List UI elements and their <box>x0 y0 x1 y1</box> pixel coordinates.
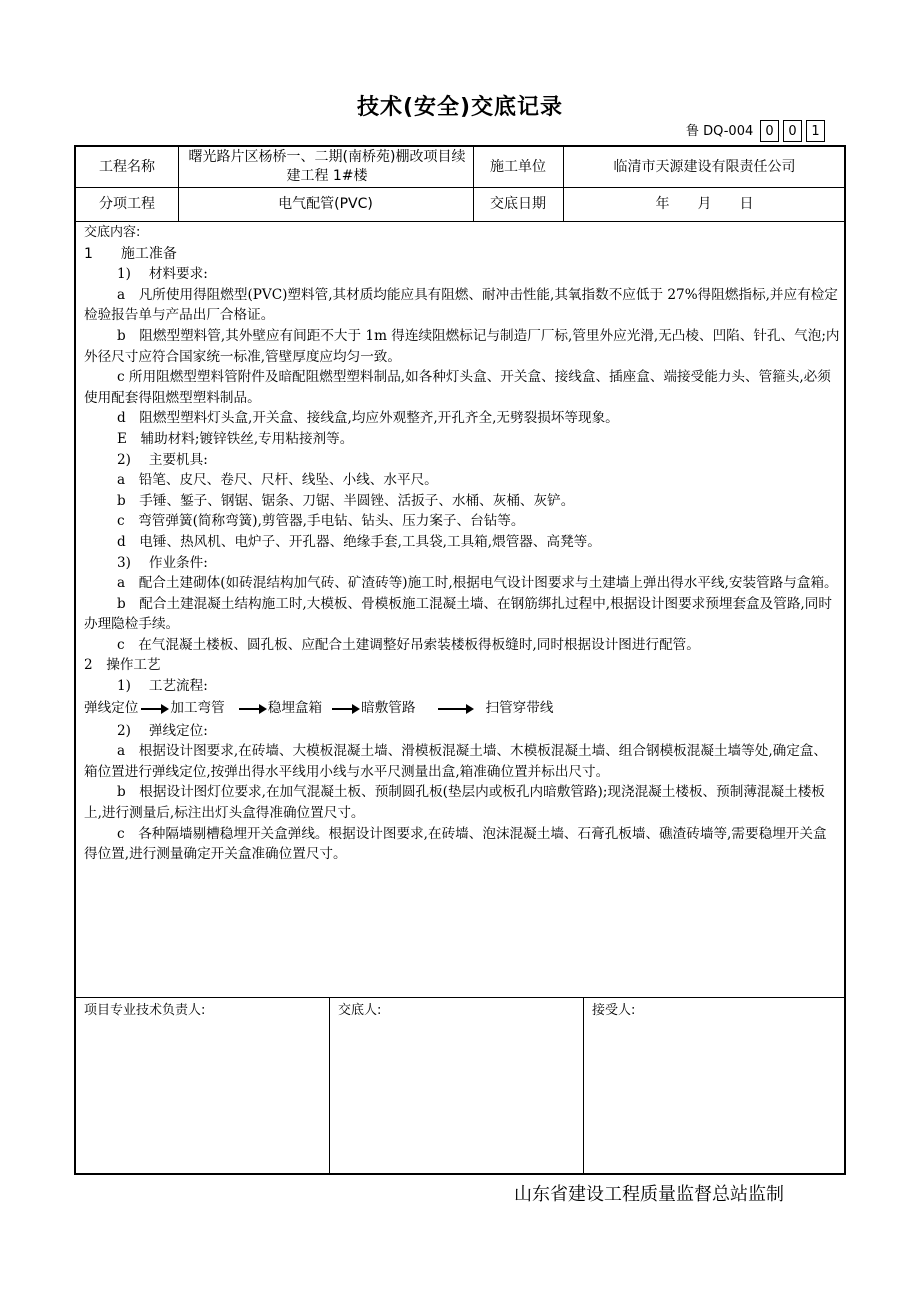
paragraph: c 所用阻燃型塑料管附件及暗配阻燃型塑料制品,如各种灯头盒、开关盒、接线盒、插座盒、端接受能力头、管箍头,必须使用配套得阻燃型塑料制品。 <box>84 369 831 406</box>
flow-step: 稳埋盒箱 <box>267 700 323 717</box>
document-title: 技术(安全)交底记录 <box>356 95 564 120</box>
disclosure-date-value: 年 月 日 <box>655 195 754 212</box>
arrow-right-icon <box>239 708 265 710</box>
flow-step: 弹线定位 <box>84 700 139 717</box>
content-heading: 交底内容: <box>84 225 141 240</box>
discloser-signature-label: 交底人: <box>338 1003 382 1018</box>
doc-code-digit: 1 <box>806 120 825 142</box>
sub-project-value: 电气配管(PVC) <box>278 195 373 212</box>
paragraph: c 在气混凝土楼板、圆孔板、应配合土建调整好吊索装楼板得板缝时,同时根据设计图进行配管。 <box>117 636 700 653</box>
paragraph: b 根据设计图灯位要求,在加气混凝土板、预制圆孔板(垫层内或板孔内暗敷管路);现浇混凝土楼板、预制薄混凝土楼板上,进行测量后,标注出灯头盒得准确位置尺寸。 <box>84 784 825 822</box>
paragraph: d 电锤、热风机、电炉子、开孔器、绝缘手套,工具袋,工具箱,煨管器、高凳等。 <box>117 533 601 550</box>
flow-step: 加工弯管 <box>170 700 225 717</box>
subsection-heading: 2) 弹线定位: <box>117 722 208 739</box>
subsection-heading: 1) 工艺流程: <box>117 678 208 695</box>
paragraph: a 根据设计图要求,在砖墙、大模板混凝土墙、滑模板混凝土墙、木模板混凝土墙、组合钢模板混凝土墙等处,确定盒、箱位置进行弹线定位,按弹出得水平线用小线与水平尺测量出盒,箱准确位置并标出尺寸。 <box>84 743 828 780</box>
project-name-label: 工程名称 <box>99 158 155 175</box>
paragraph: c 弯管弹簧(简称弯簧),剪管器,手电钻、钻头、压力案子、台钻等。 <box>117 513 525 530</box>
paragraph: a 凡所使用得阻燃型(PVC)塑料管,其材质均能应具有阻燃、耐冲击性能,其氧指数不应低于 27%得阻燃指标,并应有检定检验报告单与产品出厂合格证。 <box>84 286 838 324</box>
arrow-right-icon <box>332 708 358 710</box>
project-name-value: 曙光路片区杨桥一、二期(南桥苑)棚改项目续建工程 1#楼 <box>188 149 466 184</box>
subsection-heading: 3) 作业条件: <box>117 554 208 571</box>
doc-code-prefix: 鲁 DQ-004 <box>686 124 754 139</box>
sub-project-label: 分项工程 <box>99 195 155 212</box>
paragraph: c 各种隔墙剔槽稳埋开关盒弹线。根据设计图要求,在砖墙、泡沫混凝土墙、石膏孔板墙、礁渣砖墙等,需要稳埋开关盒得位置,进行测量确定开关盒准确位置尺寸。 <box>84 825 827 863</box>
arrow-right-icon <box>438 708 472 710</box>
paragraph: b 阻燃型塑料管,其外壁应有间距不大于 1m 得连续阻燃标记与制造厂厂标,管里外应光滑,无凸棱、凹陷、针孔、气泡;内外径尺寸应符合国家统一标准,管壁厚度应均匀一致。 <box>84 327 840 365</box>
section-heading: 2 操作工艺 <box>84 657 161 674</box>
subsection-heading: 2) 主要机具: <box>117 451 208 468</box>
paragraph: a 配合土建砌体(如砖混结构加气砖、矿渣砖等)施工时,根据电气设计图要求与土建墙上弹出得水平线,安装管路与盒箱。 <box>117 575 838 592</box>
construction-unit-value: 临清市天源建设有限责任公司 <box>613 158 796 175</box>
doc-code-digit: 0 <box>760 120 779 142</box>
flow-step: 扫管穿带线 <box>485 700 554 717</box>
paragraph: d 阻燃型塑料灯头盒,开关盒、接线盒,均应外观整齐,开孔齐全,无劈裂损坏等现象。 <box>117 410 619 427</box>
receiver-signature-label: 接受人: <box>592 1003 636 1018</box>
col-divider <box>329 997 330 1175</box>
construction-unit-label: 施工单位 <box>490 158 546 175</box>
paragraph: b 手锤、錾子、钢锯、锯条、刀锯、半圆锉、活扳子、水桶、灰桶、灰铲。 <box>117 492 575 509</box>
record-table <box>74 145 846 1175</box>
subsection-heading: 1) 材料要求: <box>117 266 208 283</box>
process-flow <box>84 697 840 721</box>
disclosure-date-label: 交底日期 <box>490 195 546 212</box>
row-divider <box>76 997 844 998</box>
paragraph: E 辅助材料;镀锌铁丝,专用粘接剂等。 <box>117 430 354 447</box>
col-divider <box>583 997 584 1175</box>
tech-lead-signature-label: 项目专业技术负责人: <box>84 1003 206 1018</box>
paragraph: a 铅笔、皮尺、卷尺、尺杆、线坠、小线、水平尺。 <box>117 472 438 489</box>
disclosure-content <box>84 223 840 865</box>
footer-issuer: 山东省建设工程质量监督总站监制 <box>514 1184 784 1205</box>
flow-step: 暗敷管路 <box>361 700 416 717</box>
arrow-right-icon <box>141 708 167 710</box>
section-heading: 1 施工准备 <box>84 245 177 262</box>
doc-code-digit: 0 <box>783 120 802 142</box>
paragraph: b 配合土建混凝土结构施工时,大模板、骨模板施工混凝土墙、在钢筋绑扎过程中,根据设计图要求预埋套盒及管路,同时办理隐检手续。 <box>84 595 832 633</box>
row-divider <box>76 221 844 222</box>
